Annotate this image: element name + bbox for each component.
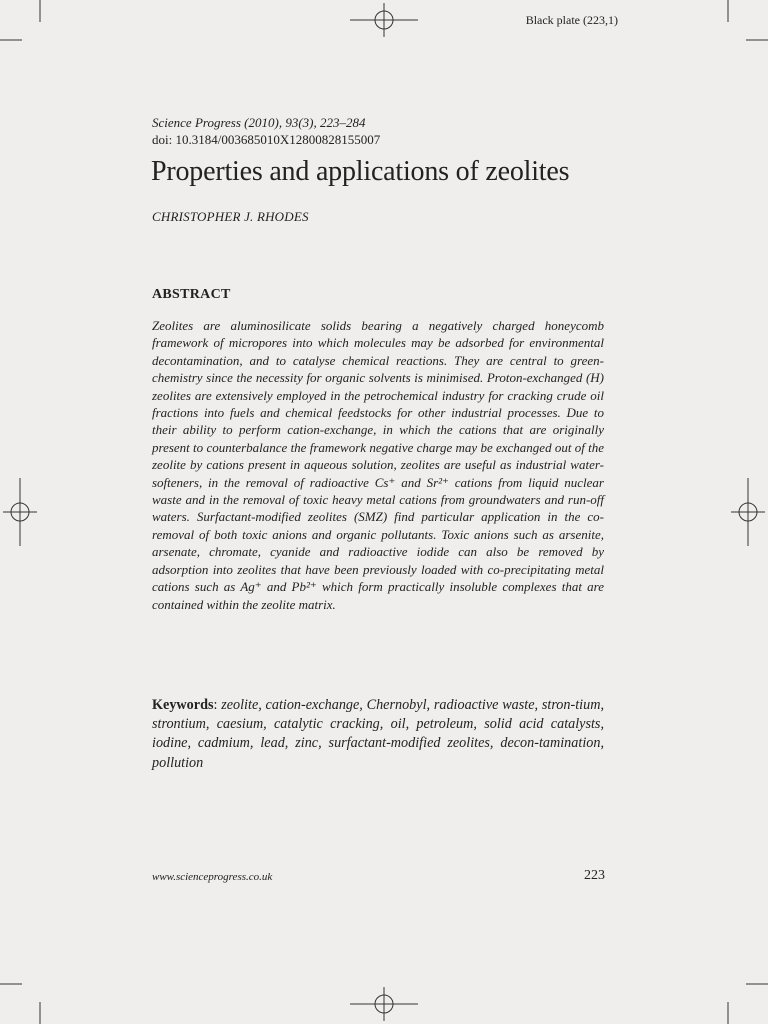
article-title: Properties and applications of zeolites xyxy=(151,156,570,187)
author-name: CHRISTOPHER J. RHODES xyxy=(152,209,309,224)
registration-mark-top xyxy=(350,3,418,37)
footer-url: www.scienceprogress.co.uk xyxy=(152,871,273,883)
doi: doi: 10.3184/003685010X12800828155007 xyxy=(152,132,381,147)
keywords-separator: : xyxy=(213,697,222,713)
plate-label: Black plate (223,1) xyxy=(525,13,618,27)
keywords xyxy=(152,696,604,773)
journal-citation: Science Progress (2010), 93(3), 223–284 xyxy=(152,115,366,130)
page-number: 223 xyxy=(584,868,605,883)
keywords-list: zeolite, cation-exchange, Chernobyl, radioactive waste, stron-tium, strontium, caesium, catalytic cracking, oil, petroleum, solid acid catalysts, iodine, cadmium, lead, zinc, surfactant-modified zeolites, decon-tamination, pollution xyxy=(152,697,604,771)
registration-mark-bottom xyxy=(350,987,418,1021)
abstract-text: Zeolites are aluminosilicate solids bearing a negatively charged honeycomb framework of micropores into which molecules may be adsorbed for environmental decontamination, and to catalyse chemical reactions. They are central to green-chemistry since the necessity for organic solvents is minimised. Proton-exchanged (H) zeolites are extensively employed in the petrochemical industry for cracking crude oil fractions into fuels and chemical feedstocks for other industrial processes. Due to their ability to perform cation-exchange, in which the cations that are originally present to counterbalance the framework negative charge may be exchanged out of the zeolite by cations present in aqueous solution, zeolites are useful as industrial water-softeners, in the removal of radioactive Cs⁺ and Sr²⁺ cations from liquid nuclear waste and in the removal of toxic heavy metal cations from groundwaters and run-off waters. Surfactant-modified zeolites (SMZ) find particular application in the co-removal of both toxic anions and organic pollutants. Toxic anions such as arsenite, arsenate, chromate, cyanide and radioactive iodide can also be removed by adsorption into zeolites that have been previously loaded with co-precipitating metal cations such as Ag⁺ and Pb²⁺ which form practically insoluble complexes that are contained within the zeolite matrix. xyxy=(152,318,604,612)
keywords-label: Keywords xyxy=(152,697,214,713)
abstract-heading: ABSTRACT xyxy=(152,287,231,302)
registration-mark-left xyxy=(3,478,37,546)
registration-mark-right xyxy=(731,478,765,546)
